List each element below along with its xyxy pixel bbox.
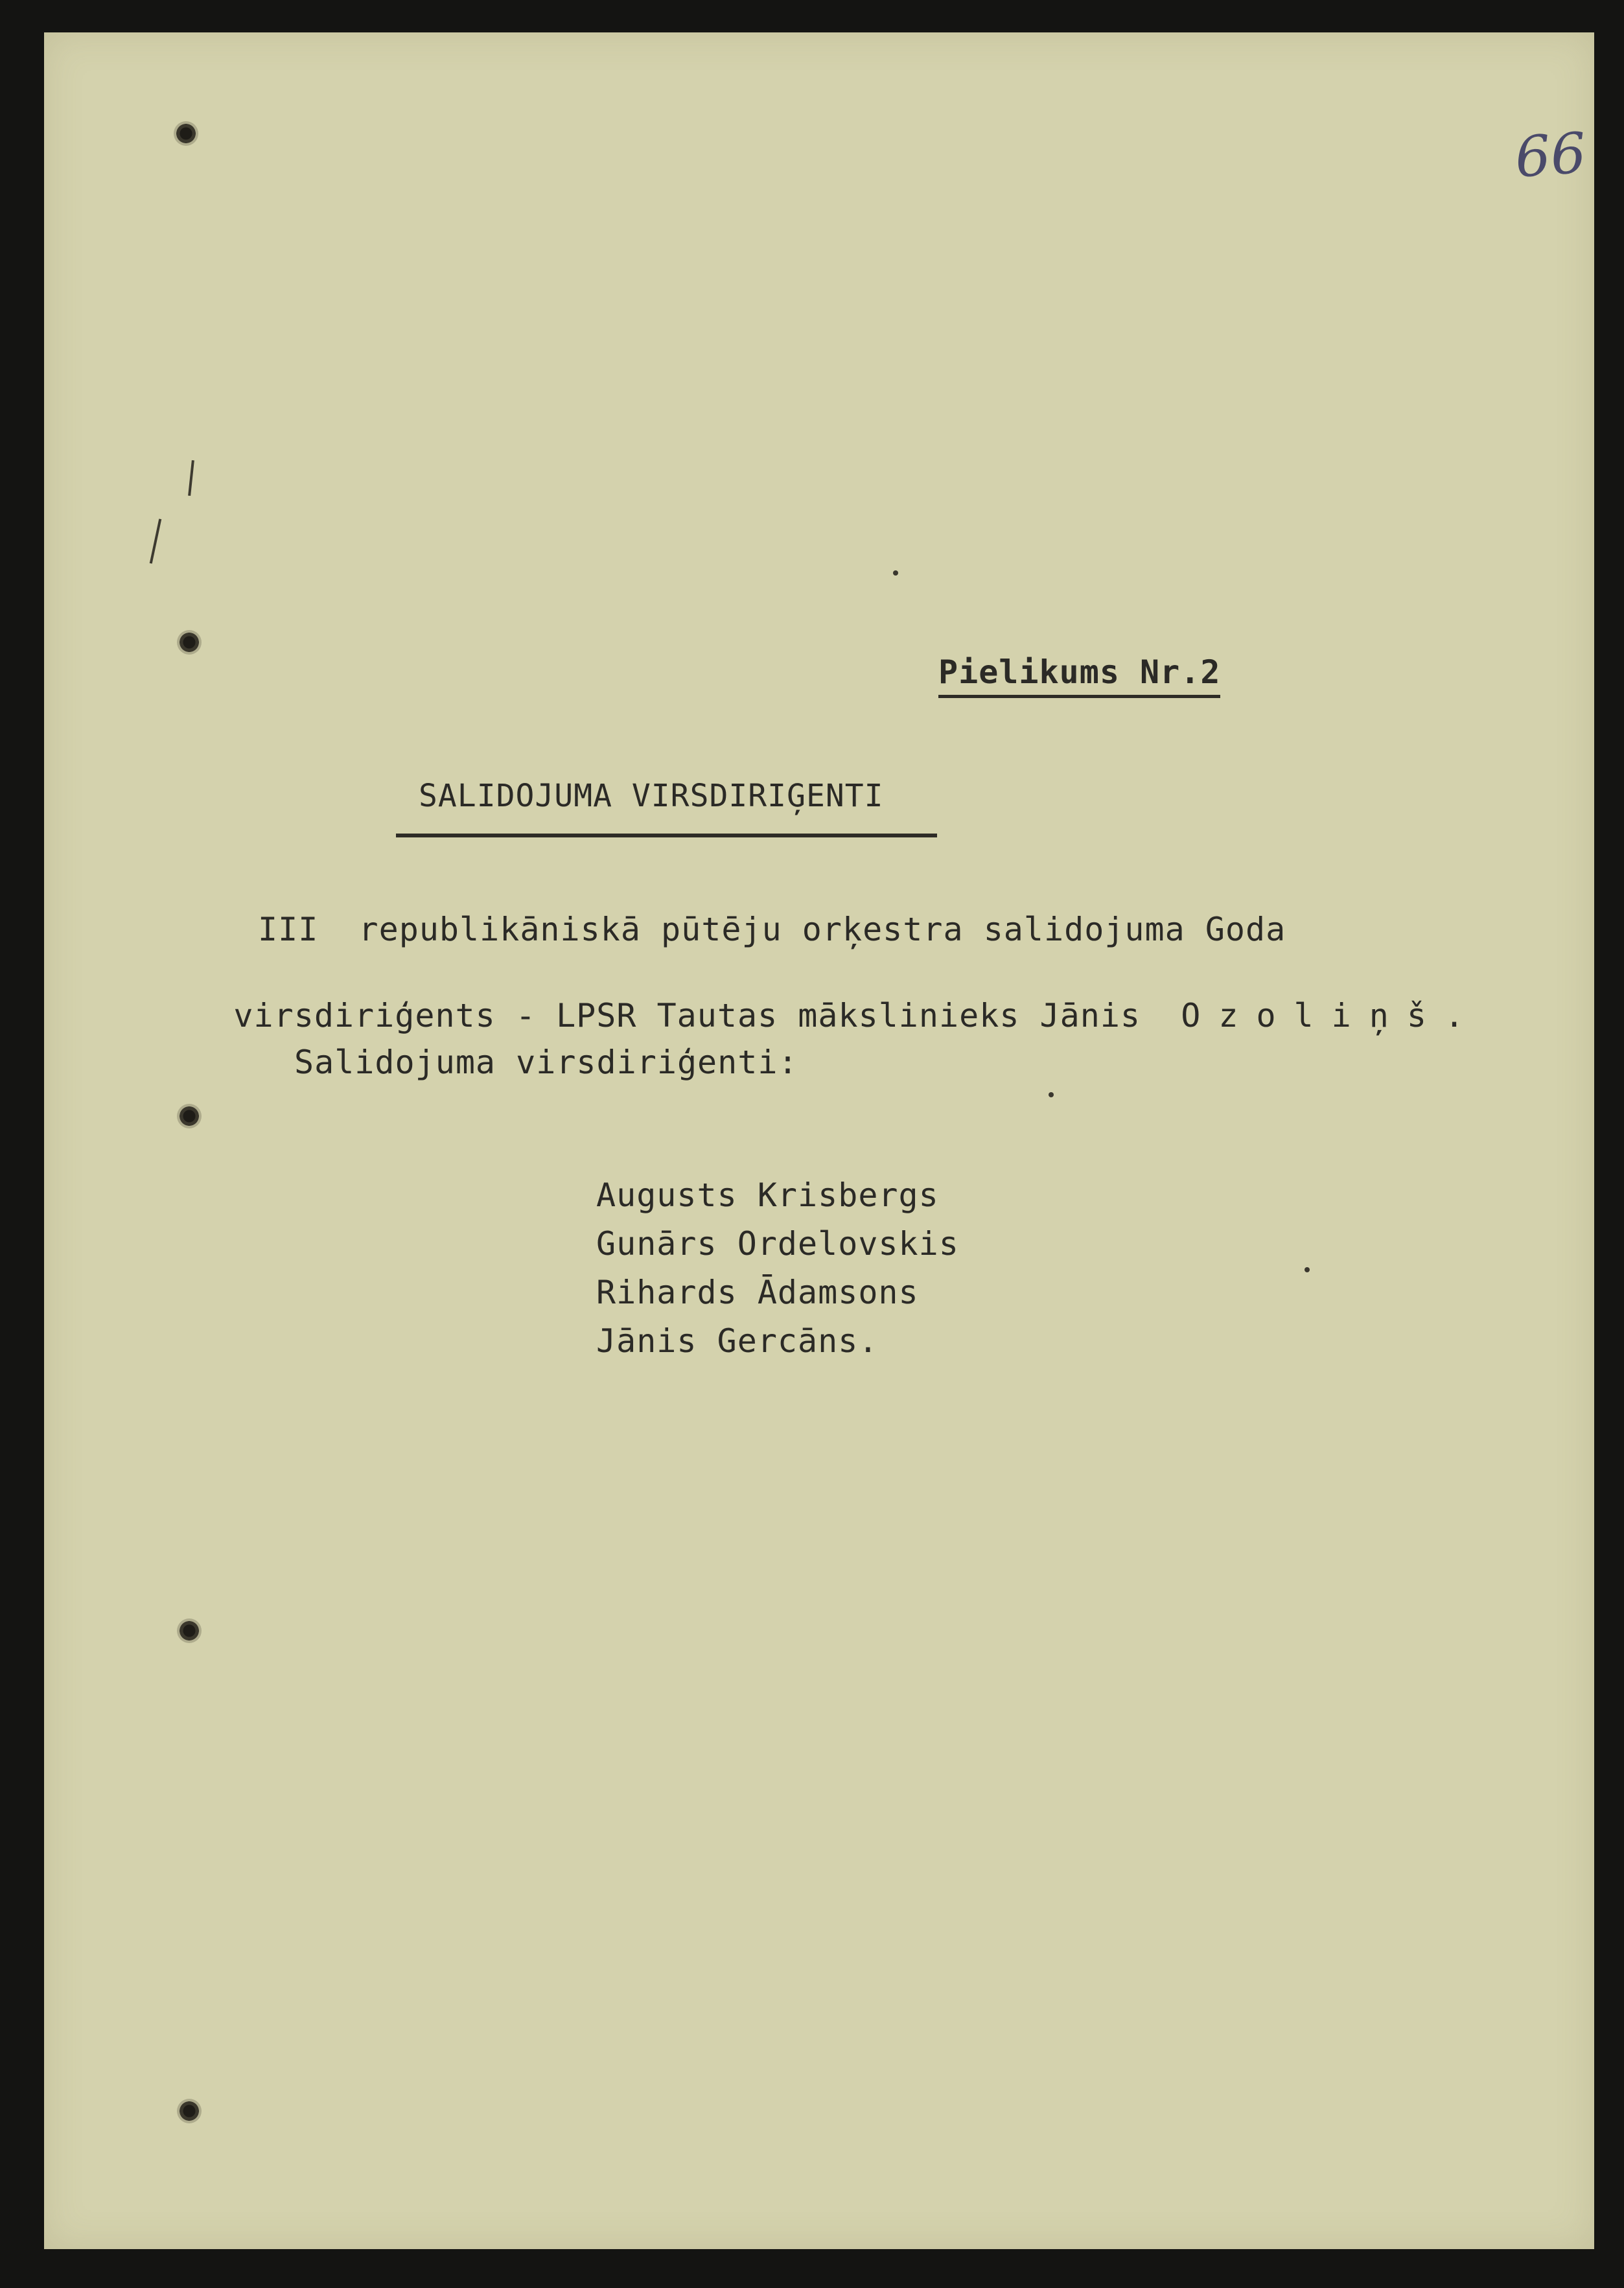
list-item: Gunārs Ordelovskis <box>596 1225 959 1263</box>
intro-line-2-text: virsdiriģents - LPSR Tautas mākslinieks Jānis <box>233 997 1181 1034</box>
title-underline <box>396 834 937 837</box>
speck <box>1305 1267 1310 1272</box>
document-page <box>44 32 1594 2249</box>
punch-hole <box>177 1104 202 1128</box>
speck <box>1049 1092 1054 1097</box>
punch-hole <box>177 2099 202 2123</box>
pencil-mark <box>188 460 194 496</box>
honorary-conductor-name: Ozoliņš. <box>1181 997 1483 1034</box>
pencil-mark <box>150 519 161 563</box>
punch-hole <box>177 630 202 655</box>
list-item: Rihards Ādamsons <box>596 1274 919 1311</box>
list-item: Augusts Krisbergs <box>596 1176 939 1214</box>
intro-line-1: III republikāniskā pūtēju orķestra salidojuma Goda <box>258 911 1286 948</box>
list-item: Jānis Gercāns. <box>596 1322 879 1360</box>
page-title: SALIDOJUMA VIRSDIRIĢENTI <box>419 778 884 814</box>
page-number: 66 <box>1513 121 1588 191</box>
conductors-heading: Salidojuma virsdiriģenti: <box>294 1044 798 1081</box>
punch-hole <box>177 1618 202 1643</box>
punch-hole <box>174 121 198 146</box>
annex-label: Pielikums Nr.2 <box>938 653 1220 698</box>
speck <box>893 570 898 576</box>
